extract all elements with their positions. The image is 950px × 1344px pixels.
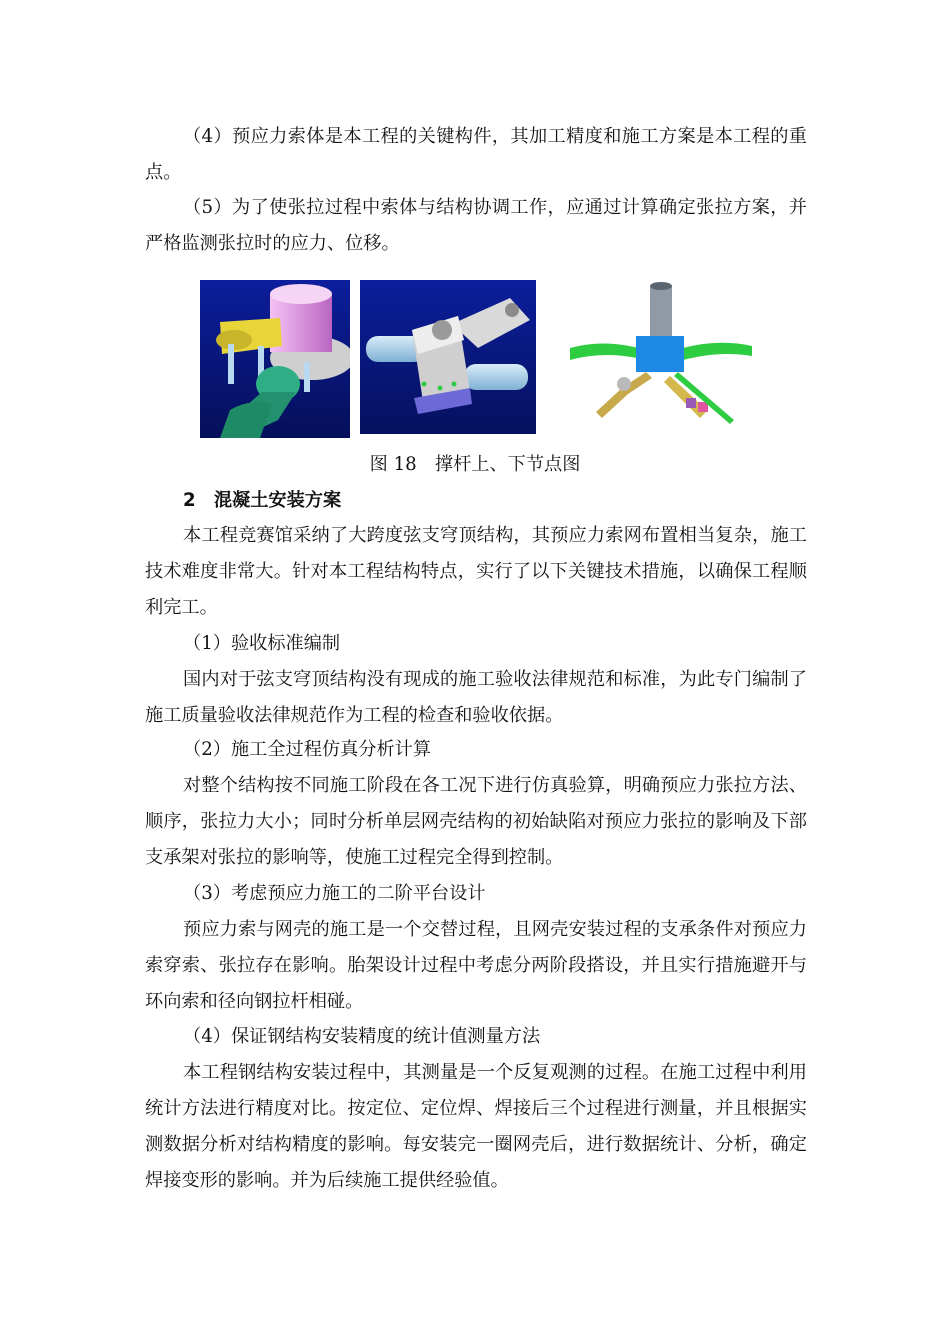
item-1-title: （1）验收标准编制	[183, 633, 341, 654]
item-2-body: 对整个结构按不同施工阶段在各工况下进行仿真验算，明确预应力张拉方法、顺序，张拉力大小；同时分析单层网壳结构的初始缺陷对预应力张拉的影响及下部支承架对张拉的影响等，使施工过程完全得到控制。	[145, 775, 807, 868]
item-1-body: 国内对于弦支穹顶结构没有现成的施工验收法律规范和标准，为此专门编制了施工质量验收法律规范作为工程的检查和验收依据。	[145, 669, 807, 726]
section-intro: 本工程竞赛馆采纳了大跨度弦支穹顶结构，其预应力索网布置相当复杂，施工技术难度非常大。针对本工程结构特点，实行了以下关键技术措施，以确保工程顺利完工。	[145, 525, 807, 618]
item-3-body: 预应力索与网壳的施工是一个交替过程，且网壳安装过程的支承条件对预应力索穿索、张拉存在影响。胎架设计过程中考虑分两阶段搭设，并且实行措施避开与环向索和径向钢拉杆相碰。	[145, 919, 807, 1012]
section-heading: 2 混凝土安装方案	[183, 490, 342, 511]
figure-18	[200, 280, 760, 438]
item-2-title: （2）施工全过程仿真分析计算	[183, 739, 432, 760]
paragraph-item-5-top: （5）为了使张拉过程中索体与结构协调工作，应通过计算确定张拉方案，并严格监测张拉时的应力、位移。	[145, 197, 807, 254]
item-4-title: （4）保证钢结构安装精度的统计值测量方法	[183, 1026, 541, 1047]
upper-node-render-image	[200, 280, 350, 438]
lower-node-render-image	[360, 280, 536, 434]
node-assembly-render-image	[566, 280, 760, 430]
item-3-title: （3）考虑预应力施工的二阶平台设计	[183, 883, 486, 904]
figure-caption: 图 18 撑杆上、下节点图	[369, 454, 581, 475]
item-4-body: 本工程钢结构安装过程中，其测量是一个反复观测的过程。在施工过程中利用统计方法进行精度对比。按定位、定位焊、焊接后三个过程进行测量，并且根据实测数据分析对结构精度的影响。每安装完一圈网壳后，进行数据统计、分析，确定焊接变形的影响。并为后续施工提供经验值。	[145, 1062, 807, 1191]
paragraph-item-4-top: （4）预应力索体是本工程的关键构件，其加工精度和施工方案是本工程的重点。	[145, 126, 807, 183]
